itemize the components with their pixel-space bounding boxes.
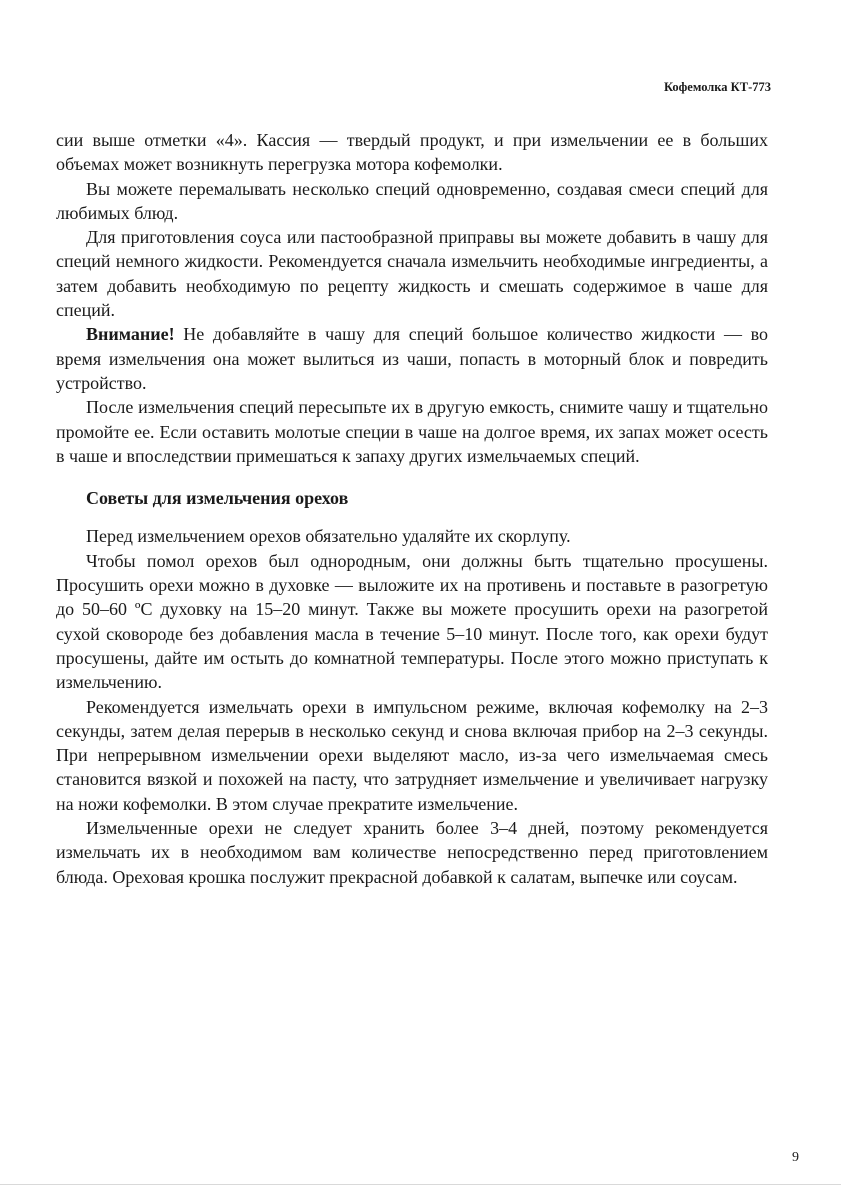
section-heading: Советы для измельчения орехов [86,488,349,509]
warning-label: Внимание! [86,324,175,345]
paragraph: Чтобы помол орехов был однородным, они должны быть тщательно просушены. Просушить орехи можно в духовке — выложите их на противень и поставьте в разогретую до 50–60 ºС духовку на 15–20 минут. Также вы можете просушить орехи на разогретой сухой сковороде без добавления масла в течение 5–10 минут. После того, как орехи будут просушены, дайте им остыть до комнатной температуры. После этого можно приступать к измельчению. [56,550,768,693]
paragraph: После измельчения специй пересыпьте их в другую емкость, снимите чашу и тщательно промойте ее. Если оставить молотые специи в чаше на долгое время, их запах может осесть в чаше и впоследствии примешаться к запаху других измельчаемых специй. [56,397,768,466]
bottom-divider [0,1184,841,1185]
paragraph: Измельченные орехи не следует хранить более 3–4 дней, поэтому рекомендуется измельчать их в необходимом вам количестве непосредственно перед приготовлением блюда. Ореховая крошка послужит прекрасной добавкой к салатам, выпечке или соусам. [56,818,768,887]
paragraph: Рекомендуется измельчать орехи в импульсном режиме, включая кофемолку на 2–3 секунды, затем делая перерыв в несколько секунд и снова включая прибор на 2–3 секунды. При непрерывном измельчении орехи выделяют масло, из-за чего измельчаемая смесь становится вязкой и похожей на пасту, что затрудняет измельчение и увеличивает нагрузку на ножи кофемолки. В этом случае прекратите измельчение. [56,696,768,814]
warning-text: Не добавляйте в чашу для специй большое количество жидкости — во время измельчения она может вылиться из чаши, попасть в моторный блок и повредить устройство. [56,324,768,393]
running-header: Кофемолка КТ-773 [663,80,771,94]
warning-paragraph [56,322,768,395]
paragraph: Вы можете перемалывать несколько специй одновременно, создавая смеси специй для любимых блюд. [56,178,768,223]
paragraph: Перед измельчением орехов обязательно удаляйте их скорлупу. [86,526,571,547]
page-number: 9 [792,1150,799,1165]
paragraph: Для приготовления соуса или пастообразной приправы вы можете добавить в чашу для специй немного жидкости. Рекомендуется сначала измельчить необходимые ингредиенты, а затем добавить необходимую по рецепту жидкость и смешать содержимое в чаше для специй. [56,227,768,321]
paragraph: сии выше отметки «4». Кассия — твердый продукт, и при измельчении ее в больших объемах может возникнуть перегрузка мотора кофемолки. [56,130,768,175]
page-body [56,128,768,889]
